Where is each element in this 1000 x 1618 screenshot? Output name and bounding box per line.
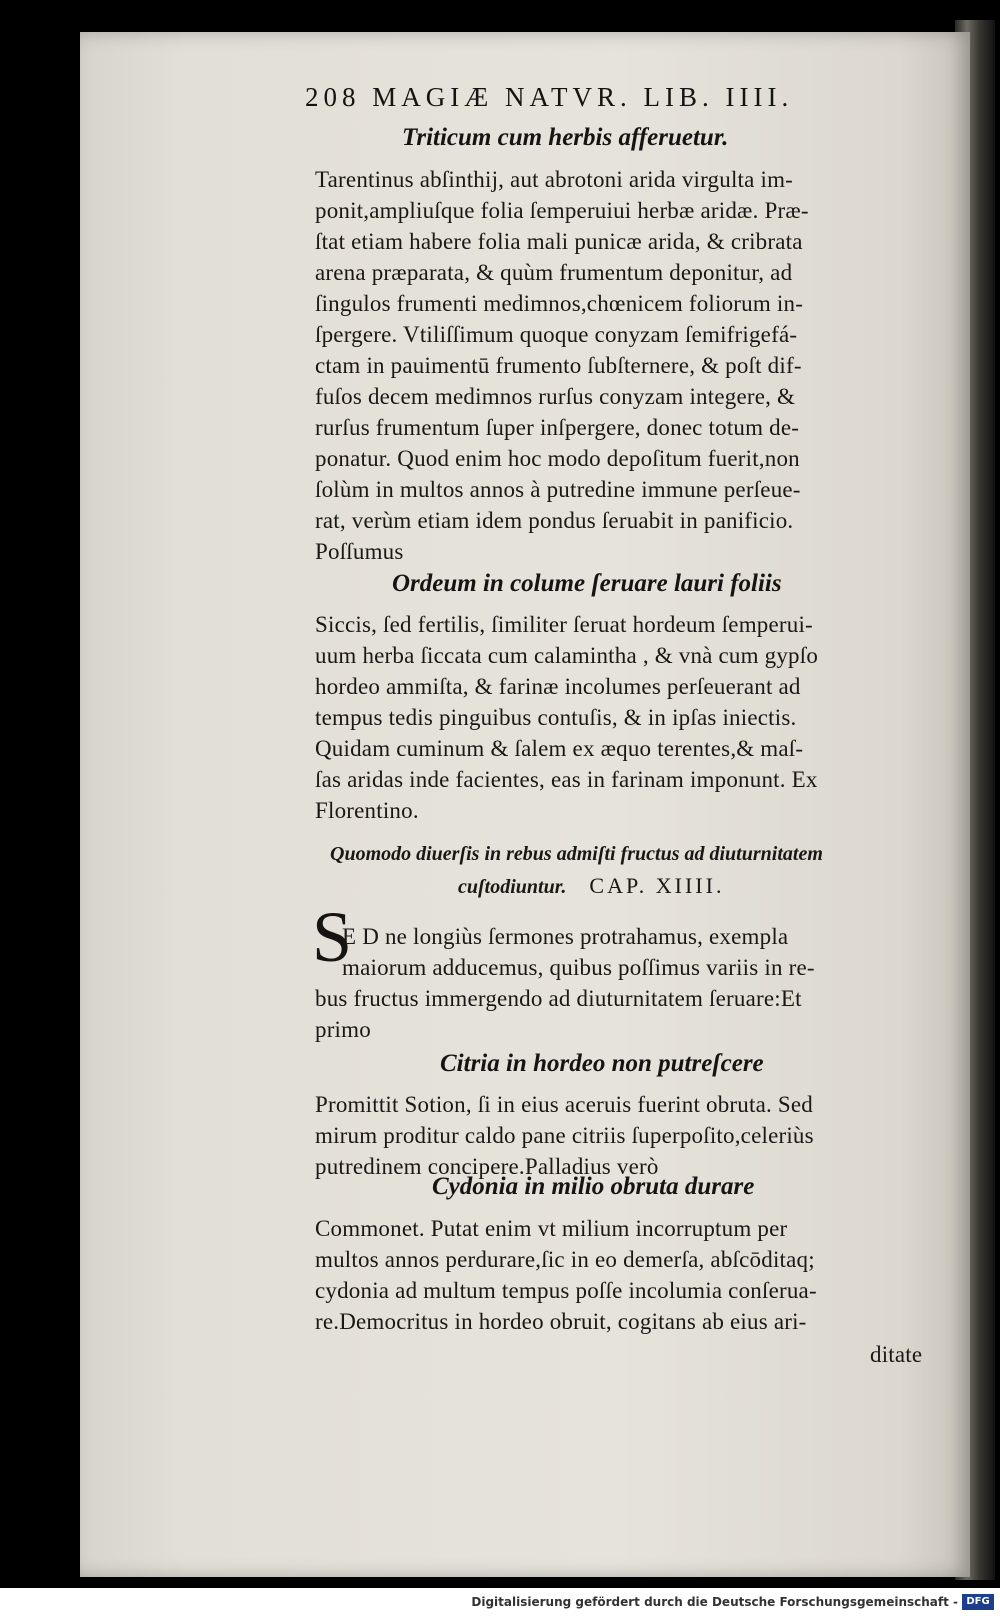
text-line: maiorum adducemus, quibus poſſimus variis in re- (342, 955, 815, 980)
section-heading-cydonia: Cydonia in milio obruta durare (432, 1173, 755, 1200)
text-line: cydonia ad multum tempus poſſe incolumia conſerua- (315, 1278, 817, 1303)
text-line: ſtat etiam habere folia mali punicæ arida, & cribrata (315, 229, 803, 254)
section-heading-triticum: Triticum cum herbis afferuetur. (402, 124, 729, 151)
text-line: multos annos perdurare,ſic in eo demerſa, abſcōditaq; (315, 1247, 815, 1272)
running-head: 208 MAGIÆ NATVR. LIB. IIII. (305, 82, 794, 112)
chapter-title-line-2 (458, 873, 724, 899)
section-heading-citria: Citria in hordeo non putreſcere (440, 1050, 764, 1077)
text-line: arena præparata, & quùm frumentum deponitur, ad (315, 260, 793, 285)
text-line: hordeo ammiſta, & farinæ incolumes perſeuerant ad (315, 674, 801, 699)
text-line: Poſſumus (315, 539, 404, 564)
text-line: tempus tedis pinguibus contuſis, & in ipſas iniectis. (315, 705, 797, 730)
footer-credit: Digitalisierung gefördert durch die Deutsche Forschungsgemeinschaft - (471, 1595, 958, 1609)
text-line: re.Democritus in hordeo obruit, cogitans ab eius ari- (315, 1309, 807, 1334)
text-line: rat, verùm etiam idem pondus ſeruabit in panificio. (315, 508, 794, 533)
text-line: ſingulos frumenti medimnos,chœnicem foliorum in- (315, 291, 804, 316)
text-line: E D ne longiùs ſermones protrahamus, exempla (342, 924, 789, 949)
text-line: uum herba ſiccata cum calamintha , & vnà cum gypſo (315, 643, 819, 668)
text-line: ctam in pauimentū frumento ſubſternere, & poſt dif- (315, 353, 802, 378)
text-line: ponit,ampliuſque folia ſemperuiui herbæ aridæ. Præ- (315, 198, 809, 223)
text-line: fuſos decem medimnos rurſus conyzam integere, & (315, 384, 796, 409)
text-line: putredinem concipere.Palladius verò (315, 1154, 659, 1179)
dfg-logo-icon: DFG (962, 1594, 994, 1610)
drop-cap-initial: S (312, 897, 353, 977)
text-line: ponatur. Quod enim hoc modo depoſitum fuerit,non (315, 446, 800, 471)
catchword: ditate (870, 1342, 923, 1367)
digitization-footer (0, 1588, 1000, 1618)
text-line: primo (315, 1017, 371, 1042)
text-line: Florentino. (315, 798, 419, 823)
text-line: Quidam cuminum & ſalem ex æquo terentes,& maſ- (315, 736, 804, 761)
text-line: Siccis, ſed fertilis, ſimiliter ſeruat hordeum ſemperui- (315, 612, 813, 637)
chapter-title-line-2-text: cuſtodiuntur. (458, 876, 567, 898)
chapter-title-line-1: Quomodo diuerſis in rebus admiſti fructus ad diuturnitatem (330, 843, 823, 865)
chapter-number: CAP. XIIII. (589, 873, 725, 898)
text-line: ſpergere. Vtiliſſimum quoque conyzam ſemifrigefá- (315, 322, 798, 347)
text-line: ſolùm in multos annos à putredine immune perſeue- (315, 477, 801, 502)
text-line: Promittit Sotion, ſi in eius aceruis fuerint obruta. Sed (315, 1092, 813, 1117)
section-heading-ordeum: Ordeum in colume ſeruare lauri foliis (392, 570, 782, 597)
text-line: Commonet. Putat enim vt milium incorruptum per (315, 1216, 788, 1241)
text-line: mirum proditur caldo pane citriis ſuperpoſito,celeriùs (315, 1123, 814, 1148)
text-line: bus fructus immergendo ad diuturnitatem ſeruare:Et (315, 986, 802, 1011)
text-line: rurſus frumentum ſuper inſpergere, donec totum de- (315, 415, 800, 440)
text-line: Tarentinus abſinthij, aut abrotoni arida virgulta im- (315, 167, 794, 192)
text-line: ſas aridas inde facientes, eas in farinam imponunt. Ex (315, 767, 818, 792)
